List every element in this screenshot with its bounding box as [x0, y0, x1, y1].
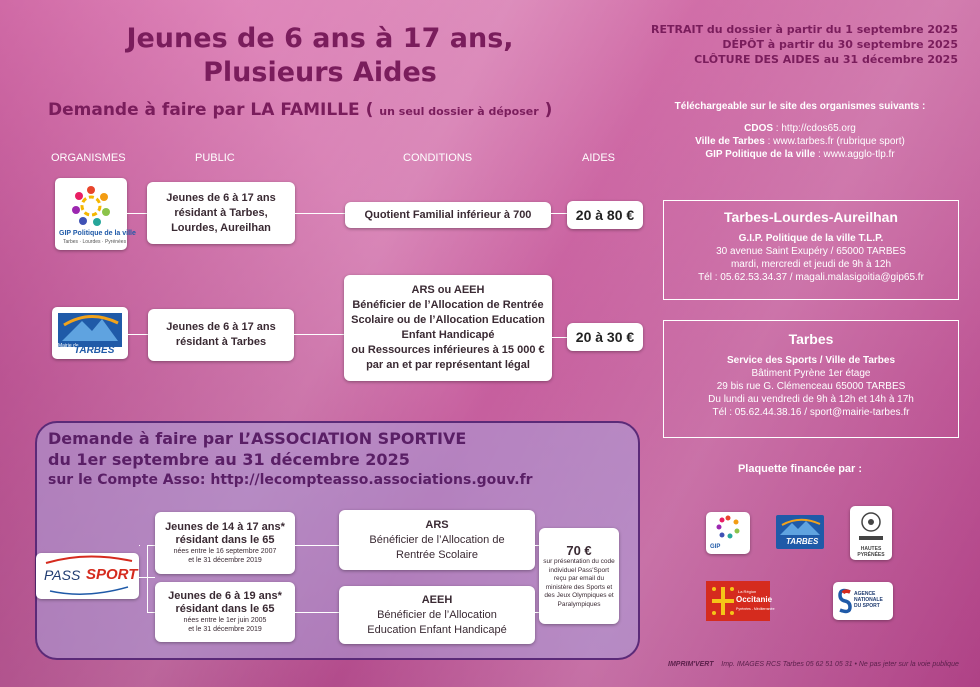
- subtitle-note: un seul dossier à déposer: [379, 105, 539, 118]
- asso-line-3[interactable]: sur le Compte Asso: http://lecompteasso.associations.gouv.fr: [48, 472, 533, 488]
- panel-tla-line: 30 avenue Saint Exupéry / 65000 TARBES: [716, 246, 906, 257]
- depot-line: DÉPÔT à partir du 30 septembre 2025: [722, 38, 958, 51]
- row2-condition-line: ARS ou AEEH: [411, 284, 485, 296]
- tarbes-mountain-icon: [776, 515, 824, 537]
- asso-aide-line: ministère des Sports et: [545, 583, 613, 591]
- title-line-1: Jeunes de 6 ans à 17 ans,: [126, 23, 514, 54]
- gip-logo-sub: Tarbes · Lourdes · Pyrénées: [63, 239, 127, 245]
- subtitle-main: Demande à faire par LA FAMILLE: [48, 100, 360, 120]
- ans-line: AGENCE: [854, 591, 876, 597]
- occitanie-name: Occitanie: [736, 595, 773, 604]
- asso-row2-cond-line: Bénéficier de l’Allocation: [377, 608, 497, 621]
- row2-condition-line: Bénéficier de l’Allocation de Rentrée: [352, 299, 544, 311]
- asso-row1-public-small: nées entre le 16 septembre 2007: [173, 548, 277, 555]
- col-public: PUBLIC: [195, 152, 235, 164]
- sponsor-tarbes-text: TARBES: [786, 537, 819, 546]
- sponsor-occitanie-logo: [706, 581, 775, 621]
- panel-tarbes-title: Tarbes: [788, 331, 834, 347]
- ans-line: NATIONALE: [854, 597, 883, 603]
- connector: [295, 612, 339, 613]
- asso-row2-public-main: Jeunes de 6 à 19 ans*: [168, 590, 282, 602]
- gip-logo: [55, 178, 136, 250]
- subtitle-close-paren: ): [544, 100, 553, 120]
- row2-condition-line: ou Ressources inférieures à 15 000 €: [351, 344, 545, 356]
- asso-row1-public-main: résidant dans le 65: [175, 534, 275, 546]
- ans-line: DU SPORT: [854, 603, 880, 609]
- subtitle: [48, 100, 552, 120]
- row2-condition: [344, 275, 552, 381]
- connector: [552, 337, 567, 338]
- connector: [128, 334, 148, 335]
- asso-row2-condition: [339, 586, 535, 644]
- connector: [147, 545, 155, 546]
- asso-row1-public-small: et le 31 décembre 2019: [188, 557, 262, 564]
- asso-aide-line: individuel Pass'Sport: [548, 566, 610, 574]
- connector: [551, 213, 567, 214]
- sponsor-gip-logo: [706, 512, 750, 554]
- site-name: CDOS: [744, 123, 774, 134]
- row1-condition-line: Quotient Familial inférieur à 700: [364, 208, 532, 221]
- site-name: Ville de Tarbes: [695, 136, 765, 147]
- asso-row2-public: [155, 582, 295, 642]
- sponsor-hp-text: HAUTES PYRÉNÉES: [857, 546, 885, 558]
- row1-aide: 20 à 80 €: [567, 201, 643, 229]
- asso-row2-public-small: et le 31 décembre 2019: [188, 626, 262, 633]
- footer: [668, 661, 959, 668]
- asso-row2-cond-title: AEEH: [421, 593, 453, 606]
- asso-row1-condition: [339, 510, 535, 570]
- panel-tarbes-line: Bâtiment Pyrène 1er étage: [751, 368, 871, 379]
- asso-row1-cond-line: Bénéficier de l’Allocation de: [369, 533, 505, 546]
- panel-tarbes-org: Service des Sports / Ville de Tarbes: [726, 355, 896, 366]
- asso-line-1: Demande à faire par L’ASSOCIATION SPORTIVE: [48, 429, 467, 448]
- site-line: [650, 148, 950, 161]
- subtitle-open-paren: (: [365, 100, 374, 120]
- asso-aide: [539, 528, 619, 624]
- pass-text: PASS: [44, 567, 81, 583]
- panel-tla-org: G.I.P. Politique de la ville T.L.P.: [738, 233, 884, 244]
- asso-aide-amount: 70 €: [566, 543, 592, 558]
- tarbes-logo: [52, 307, 128, 359]
- panel-tarbes-line: 29 bis rue G. Clémenceau 65000 TARBES: [716, 381, 906, 392]
- row1-public: [147, 182, 295, 244]
- sponsor-ans-logo: [833, 582, 893, 620]
- asso-heading: [48, 428, 533, 491]
- sport-text: SPORT: [86, 566, 138, 583]
- occitanie-top: La Région: [738, 589, 757, 594]
- asso-row1-public-main: Jeunes de 14 à 17 ans*: [165, 521, 285, 533]
- asso-row1-public: [155, 512, 295, 574]
- site-line: [650, 135, 950, 148]
- panel-tla-line: Tél : 05.62.53.34.37 / magali.malasigoitia@gip65.fr: [698, 272, 924, 283]
- row2-public-line: Jeunes de 6 à 17 ans: [166, 321, 276, 333]
- row1-public-line: Lourdes, Aureilhan: [171, 221, 271, 234]
- row1-condition: [345, 202, 551, 228]
- tarbes-logo-text: TARBES: [74, 345, 115, 356]
- row2-condition-line: Enfant Handicapé: [401, 329, 495, 341]
- panel-tarbes: [663, 320, 959, 438]
- department-shield-icon: [850, 506, 892, 544]
- title-line-2: Plusieurs Aides: [203, 57, 437, 88]
- sponsor-tarbes-logo: [776, 515, 824, 549]
- connector: [295, 213, 345, 214]
- site-name: GIP Politique de la ville: [705, 149, 816, 160]
- telechargeable-text: Téléchargeable sur le site des organismes suivants :: [674, 101, 926, 112]
- ans-s-icon: [837, 588, 853, 614]
- plaquette-label: Plaquette financée par :: [737, 463, 863, 475]
- asso-aide-line: Paralympiques: [557, 600, 601, 608]
- panel-tla: [663, 200, 959, 300]
- panel-tarbes-line: Tél : 05.62.44.38.16 / sport@mairie-tarbes.fr: [712, 407, 910, 418]
- row2-condition-line: par an et par représentant légal: [366, 359, 530, 371]
- occitanie-bottom: Pyrénées - Méditerranée: [736, 607, 775, 611]
- cloture-line: CLÔTURE DES AIDES au 31 décembre 2025: [694, 53, 958, 66]
- occitan-cross-icon: [710, 585, 736, 617]
- download-info: [650, 100, 950, 161]
- row2-condition-line: Scolaire ou de l’Allocation Education: [351, 314, 545, 326]
- site-url[interactable]: : http://cdos65.org: [773, 123, 856, 134]
- row2-public: [148, 309, 294, 361]
- sponsor-hautes-pyrenees-logo: [850, 506, 892, 560]
- connector: [147, 545, 148, 612]
- asso-aide-line: des Jeux Olympiques et: [544, 592, 614, 599]
- row1-public-line: Jeunes de 6 à 17 ans: [166, 191, 276, 204]
- row2-public-line: résidant à Tarbes: [175, 336, 267, 348]
- sponsor-gip-text: GIP: [710, 544, 721, 550]
- page-title: [80, 22, 560, 90]
- site-line: [650, 122, 950, 135]
- connector: [139, 545, 140, 546]
- retrait-line: RETRAIT du dossier à partir du 1 septembre 2025: [651, 23, 958, 36]
- asso-row2-public-small: nées entre le 1er juin 2005: [183, 617, 267, 624]
- asso-aide-line: sur présentation du code: [543, 558, 615, 565]
- col-organismes: ORGANISMES: [51, 152, 126, 164]
- connector: [147, 612, 155, 613]
- gip-logo-text: GIP Politique de la ville: [59, 230, 136, 237]
- imprim-vert: IMPRIM'VERT: [668, 661, 714, 668]
- asso-row1-cond-line: Rentrée Scolaire: [396, 548, 478, 561]
- pass-sport-logo: [36, 553, 139, 599]
- panel-tla-line: mardi, mercredi et jeudi de 9h à 12h: [730, 259, 892, 270]
- connector: [295, 545, 339, 546]
- site-url[interactable]: : www.tarbes.fr (rubrique sport): [764, 136, 905, 147]
- panel-tla-title: Tarbes-Lourdes-Aureilhan: [724, 209, 898, 225]
- connector: [294, 334, 344, 335]
- asso-aide-line: reçu par email du: [553, 575, 605, 582]
- sponsor-ans-text: [854, 591, 883, 609]
- gip-people-icon: [706, 512, 750, 544]
- row1-public-line: résidant à Tarbes,: [174, 206, 268, 219]
- col-conditions: CONDITIONS: [403, 152, 473, 164]
- site-url[interactable]: : www.agglo-tlp.fr: [815, 149, 895, 160]
- asso-row2-cond-line: Education Enfant Handicapé: [367, 623, 507, 636]
- col-aides: AIDES: [582, 152, 616, 164]
- row2-aide: 20 à 30 €: [567, 323, 643, 351]
- asso-row1-cond-title: ARS: [425, 518, 449, 531]
- dates-block: [640, 22, 958, 67]
- connector: [127, 213, 147, 214]
- footer-text: Imp. IMAGES RCS Tarbes 05 62 51 05 31 • Ne pas jeter sur la voie publique: [721, 661, 959, 668]
- tarbes-logo-sub: Mairie de: [58, 343, 79, 349]
- panel-tarbes-line: Du lundi au vendredi de 9h à 12h et 14h à 17h: [708, 394, 914, 405]
- asso-row2-public-main: résidant dans le 65: [175, 603, 275, 615]
- asso-line-2: du 1er septembre au 31 décembre 2025: [48, 450, 410, 469]
